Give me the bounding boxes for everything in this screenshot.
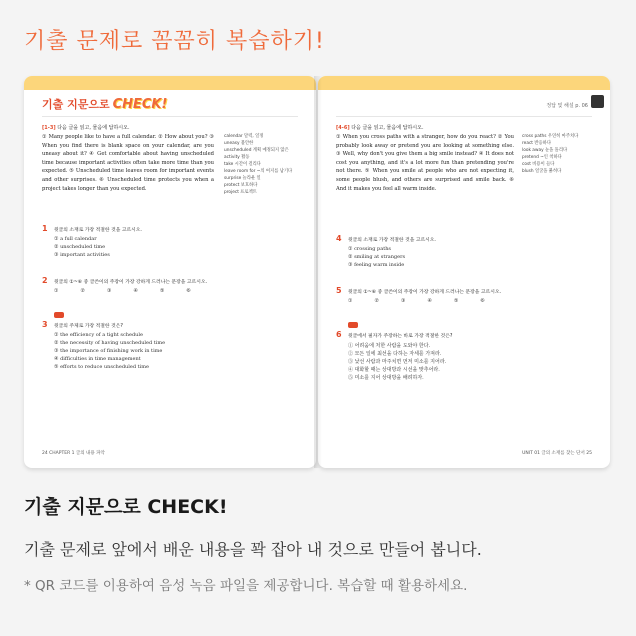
vocab-item: activity 활동 bbox=[224, 155, 250, 160]
option[interactable]: ① a full calendar bbox=[54, 236, 97, 242]
option[interactable]: ③ important activities bbox=[54, 252, 110, 258]
vocab-item: pretend ~인 척하다 bbox=[522, 155, 562, 160]
option[interactable]: ③ the importance of finishing work in time bbox=[54, 348, 163, 354]
option-row bbox=[54, 288, 191, 294]
passage-tag: [1-3] bbox=[42, 125, 56, 131]
vocab-item: uneasy 불안한 bbox=[224, 141, 254, 146]
option[interactable]: ① bbox=[348, 298, 353, 304]
passage-text: ① Many people like to have a full calendar. ② How about you? ③ When you find there is blank space on your calendar, are you uneasy about it? ④ Get comfortable about having unscheduled time because important activities often take more time than you expected. ⑤ Unscheduled time leaves room for important events and other surprises. ⑥ Unscheduled time protects you when a project takes longer than you expected. bbox=[42, 134, 214, 192]
book-spread bbox=[24, 76, 612, 468]
question-number: 4 bbox=[336, 234, 342, 243]
passage-instruction: 다음 글을 읽고, 물음에 답하시오. bbox=[351, 125, 424, 131]
question-number: 3 bbox=[42, 320, 48, 329]
question-4 bbox=[336, 234, 596, 274]
vocab-item: look away 눈을 돌리다 bbox=[522, 148, 568, 153]
headline: 기출 문제로 꼼꼼히 복습하기! bbox=[24, 29, 325, 54]
question-3 bbox=[42, 320, 302, 380]
option[interactable]: ② smiling at strangers bbox=[348, 254, 406, 260]
option[interactable]: ⑤ bbox=[159, 288, 165, 294]
vocab-item: leave room for ~의 여지를 남기다 bbox=[224, 169, 293, 174]
option[interactable]: ⑥ bbox=[186, 288, 191, 294]
vocab-item: blush 얼굴을 붉히다 bbox=[522, 169, 562, 174]
passage-header bbox=[336, 124, 424, 131]
option[interactable]: ① crossing paths bbox=[348, 246, 391, 252]
option[interactable]: ② 모든 일에 최선을 다하는 자세를 가져라. bbox=[348, 351, 442, 357]
option[interactable]: ① the efficiency of a tight schedule bbox=[54, 332, 143, 338]
vocab-item: cross paths 우연히 마주치다 bbox=[522, 134, 579, 139]
option[interactable]: ④ bbox=[427, 298, 432, 304]
top-band bbox=[24, 76, 316, 90]
option[interactable]: ② unscheduled time bbox=[54, 244, 106, 250]
section-title bbox=[42, 96, 167, 112]
question-2 bbox=[42, 276, 302, 300]
option[interactable]: ⑤ efforts to reduce unscheduled time bbox=[54, 364, 149, 370]
qr-code-icon[interactable] bbox=[591, 95, 604, 108]
option[interactable]: ③ feeling warm inside bbox=[348, 262, 405, 268]
vocab-item: take 시간이 걸리다 bbox=[224, 162, 261, 167]
vocab-item: project 프로젝트 bbox=[224, 190, 257, 195]
option[interactable]: ⑥ bbox=[480, 298, 485, 304]
question-number: 5 bbox=[336, 286, 342, 295]
passage-header bbox=[42, 124, 130, 131]
question-number: 1 bbox=[42, 224, 48, 233]
option[interactable]: ④ bbox=[133, 288, 138, 294]
option[interactable]: ⑤ 미소를 지어 상대방을 배려하자. bbox=[348, 375, 424, 381]
left-page bbox=[24, 76, 316, 468]
question-stem: 윗글의 ①~⑥ 중 글쓴이의 주장이 가장 강하게 드러나는 문장을 고르시오. bbox=[54, 280, 207, 285]
answer-page-note: 정답 및 해설 p. 06 bbox=[546, 103, 588, 109]
option[interactable]: ① 어려움에 처한 사람을 도와야 한다. bbox=[348, 343, 431, 349]
vocab-item: cost 비용이 들다 bbox=[522, 162, 555, 167]
section-check: CHECK! bbox=[112, 97, 168, 112]
option[interactable]: ⑤ bbox=[453, 298, 459, 304]
question-stem: 윗글의 소재로 가장 적절한 것을 고르시오. bbox=[348, 238, 436, 243]
vocab-list bbox=[224, 133, 304, 196]
vocab-item: protect 보호하다 bbox=[224, 183, 258, 188]
flag-icon bbox=[348, 322, 358, 328]
question-stem: 윗글의 ①~⑥ 중 글쓴이의 주장이 가장 강하게 드러나는 문장을 고르시오. bbox=[348, 290, 501, 295]
option[interactable]: ④ 대화할 때는 상대방과 시선을 맞추어라. bbox=[348, 367, 440, 373]
question-number: 6 bbox=[336, 330, 342, 339]
divider bbox=[336, 116, 592, 117]
page-footer: UNIT 01 글의 소재를 찾는 단서 25 bbox=[522, 451, 592, 456]
passage-instruction: 다음 글을 읽고, 물음에 답하시오. bbox=[57, 125, 130, 131]
question-6 bbox=[336, 330, 596, 390]
book-fold bbox=[314, 76, 322, 468]
option-row bbox=[348, 298, 485, 304]
question-stem: 윗글의 소재로 가장 적절한 것을 고르시오. bbox=[54, 228, 142, 233]
option[interactable]: ② bbox=[374, 298, 379, 304]
option[interactable]: ③ bbox=[400, 298, 406, 304]
vocab-item: react 반응하다 bbox=[522, 141, 551, 146]
vocab-list bbox=[522, 133, 600, 175]
page-footer: 24 CHAPTER 1 글의 내용 파악 bbox=[42, 451, 105, 456]
vocab-item: calendar 달력, 일정 bbox=[224, 134, 264, 139]
caption-note: * QR 코드를 이용하여 음성 녹음 파일을 제공합니다. 복습할 때 활용하세요. bbox=[24, 578, 468, 594]
right-page bbox=[318, 76, 610, 468]
question-number: 2 bbox=[42, 276, 48, 285]
option[interactable]: ① bbox=[54, 288, 59, 294]
question-stem: 윗글의 주제로 가장 적절한 것은? bbox=[54, 324, 123, 329]
question-5 bbox=[336, 286, 596, 310]
option[interactable]: ② bbox=[80, 288, 85, 294]
passage-text: ① When you cross paths with a stranger, how do you react? ② You probably look away or pretend you are looking at something else. ③ Well, why don't you give them a big smile instead? ④ It does not cost you anything, and it's a lot more fun than pretending you're not there. ⑤ When you smile at people who are not expecting it, some people blush, and others are surprised and smile back. ⑥ And it makes you feel all warm inside. bbox=[336, 134, 514, 192]
section-title-text: 기출 지문으로 bbox=[42, 98, 110, 111]
caption-body: 기출 문제로 앞에서 배운 내용을 꽉 잡아 내 것으로 만들어 봅니다. bbox=[24, 540, 482, 559]
flag-icon bbox=[54, 312, 64, 318]
vocab-item: surprise 놀라운 일 bbox=[224, 176, 261, 181]
option[interactable]: ④ difficulties in time management bbox=[54, 356, 141, 362]
caption-title: 기출 지문으로 CHECK! bbox=[24, 496, 228, 518]
divider bbox=[42, 116, 298, 117]
option[interactable]: ② the necessity of having unscheduled time bbox=[54, 340, 166, 346]
option[interactable]: ③ bbox=[106, 288, 112, 294]
question-stem: 윗글에서 필자가 주장하는 바로 가장 적절한 것은? bbox=[348, 334, 453, 339]
question-1 bbox=[42, 224, 302, 264]
option[interactable]: ③ 낯선 사람과 마주치면 먼저 미소를 지어라. bbox=[348, 359, 447, 365]
passage-tag: [4-6] bbox=[336, 125, 350, 131]
vocab-item: unscheduled 계획 예정되지 않은 bbox=[224, 148, 289, 153]
top-band bbox=[318, 76, 610, 90]
